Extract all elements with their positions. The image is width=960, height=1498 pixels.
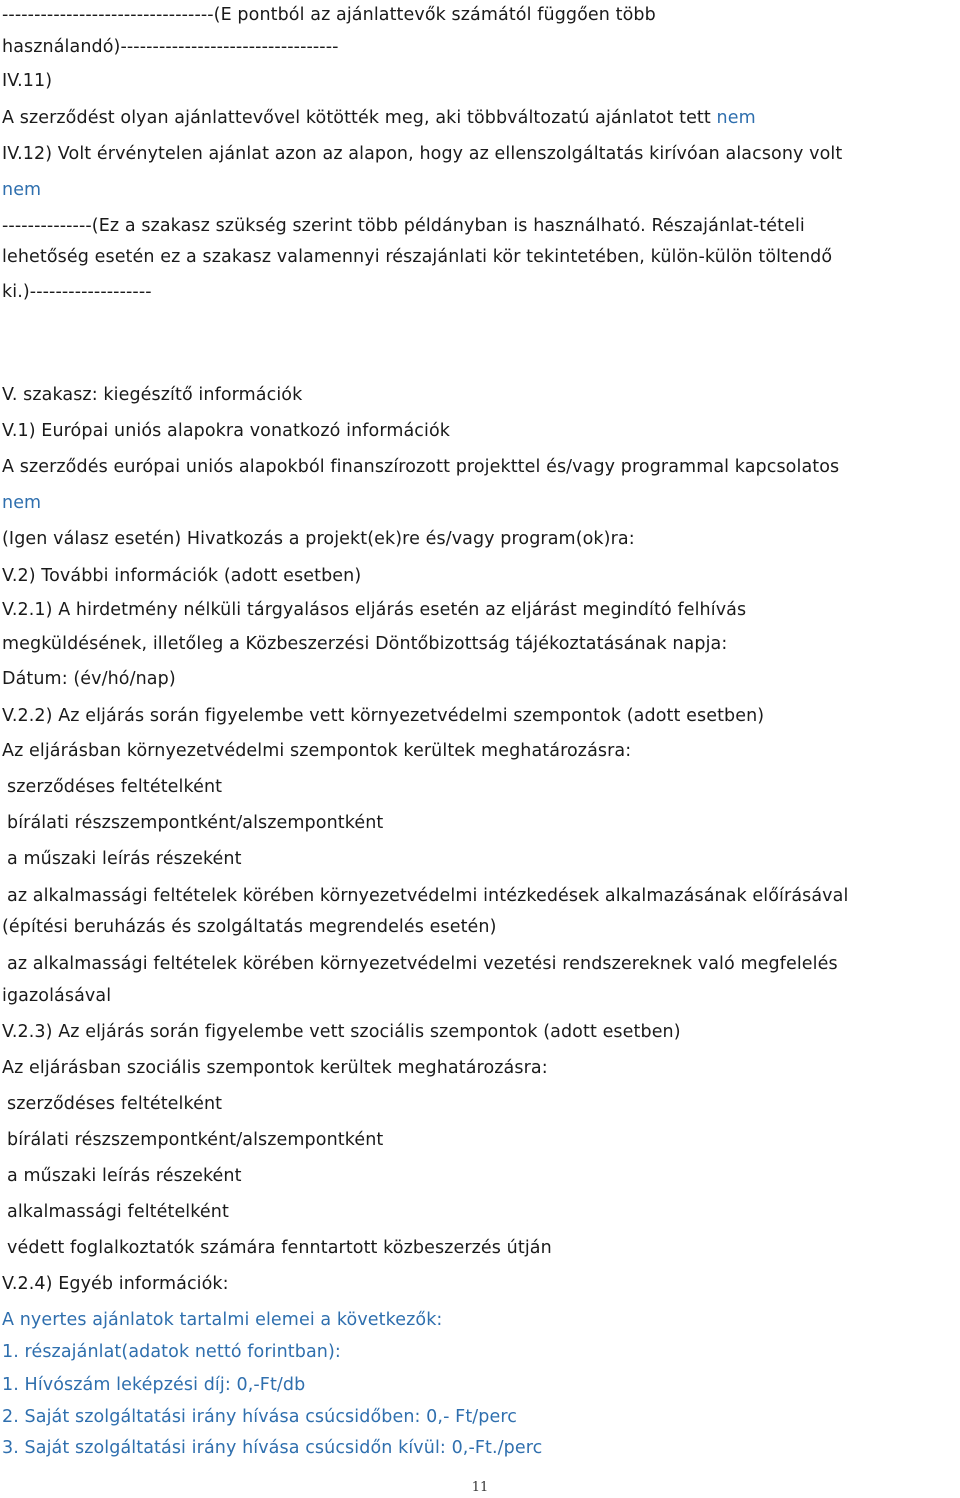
v22-intro: Az eljárásban környezetvédelmi szempontok kerültek meghatározásra: bbox=[2, 741, 632, 761]
v23-item: alkalmassági feltételként bbox=[7, 1202, 229, 1222]
v22-item: az alkalmassági feltételek körében környezetvédelmi vezetési rendszereknek való megfelelés bbox=[7, 954, 838, 974]
iv11-answer: nem bbox=[716, 108, 756, 128]
dashes-intro: ---------------------------------(E pontból az ajánlattevők számától függően több bbox=[2, 5, 656, 25]
v23-item: a műszaki leírás részeként bbox=[7, 1166, 242, 1186]
v1-heading: V.1) Európai uniós alapokra vonatkozó információk bbox=[2, 421, 451, 441]
v22-item-cont: (építési beruházás és szolgáltatás megrendelés esetén) bbox=[2, 917, 497, 937]
v24-line: 1. részajánlat(adatok nettó forintban): bbox=[2, 1342, 341, 1362]
v23-item: szerződéses feltételként bbox=[7, 1094, 223, 1114]
section-iv12-text: IV.12) Volt érvénytelen ajánlat azon az alapon, hogy az ellenszolgáltatás kirívóan alacsony volt bbox=[2, 144, 843, 164]
note-line-3: ki.)------------------- bbox=[2, 282, 152, 302]
v24-line: 1. Hívószám leképzési díj: 0,-Ft/db bbox=[2, 1375, 306, 1395]
v24-line: A nyertes ajánlatok tartalmi elemei a következők: bbox=[2, 1310, 443, 1330]
iv11-question: A szerződést olyan ajánlattevővel kötötték meg, aki többváltozatú ajánlatot tett bbox=[2, 108, 711, 128]
v21-date: Dátum: (év/hó/nap) bbox=[2, 669, 176, 689]
section-iv11-text bbox=[2, 106, 756, 130]
v24-line: 2. Saját szolgáltatási irány hívása csúcsidőben: 0,- Ft/perc bbox=[2, 1407, 517, 1427]
v23-intro: Az eljárásban szociális szempontok kerültek meghatározásra: bbox=[2, 1058, 548, 1078]
note-line-2: lehetőség esetén ez a szakasz valamennyi részajánlati kör tekintetében, külön-külön töltendő bbox=[2, 247, 833, 267]
v22-item: a műszaki leírás részeként bbox=[7, 849, 242, 869]
iv12-answer: nem bbox=[2, 180, 42, 200]
dashes-intro-cont: használandó)---------------------------------- bbox=[2, 37, 339, 57]
v21-line-1: V.2.1) A hirdetmény nélküli tárgyalásos eljárás esetén az eljárást megindító felhívás bbox=[2, 600, 747, 620]
v23-item: bírálati részszempontként/alszempontként bbox=[7, 1130, 384, 1150]
v2-heading: V.2) További információk (adott esetben) bbox=[2, 566, 362, 586]
v22-item: bírálati részszempontként/alszempontként bbox=[7, 813, 384, 833]
v23-heading: V.2.3) Az eljárás során figyelembe vett szociális szempontok (adott esetben) bbox=[2, 1022, 681, 1042]
v22-item: az alkalmassági feltételek körében környezetvédelmi intézkedések alkalmazásának előírásával bbox=[7, 886, 849, 906]
v1-answer: nem bbox=[2, 493, 42, 513]
v22-item: szerződéses feltételként bbox=[7, 777, 223, 797]
v23-item: védett foglalkoztatók számára fenntartott közbeszerzés útján bbox=[7, 1238, 552, 1258]
v21-line-2: megküldésének, illetőleg a Közbeszerzési Döntőbizottság tájékoztatásának napja: bbox=[2, 634, 728, 654]
v22-heading: V.2.2) Az eljárás során figyelembe vett környezetvédelmi szempontok (adott esetben) bbox=[2, 706, 765, 726]
page-number: 11 bbox=[471, 1480, 489, 1495]
v1-reference: (Igen válasz esetén) Hivatkozás a projekt(ek)re és/vagy program(ok)ra: bbox=[2, 529, 635, 549]
v22-item-cont: igazolásával bbox=[2, 986, 112, 1006]
v24-line: 3. Saját szolgáltatási irány hívása csúcsidőn kívül: 0,-Ft./perc bbox=[2, 1438, 543, 1458]
v24-heading: V.2.4) Egyéb információk: bbox=[2, 1274, 229, 1294]
note-line-1: --------------(Ez a szakasz szükség szerint több példányban is használható. Részajánlat-tételi bbox=[2, 216, 805, 236]
v1-text: A szerződés európai uniós alapokból finanszírozott projekttel és/vagy programmal kapcsolatos bbox=[2, 457, 840, 477]
section-iv11-heading: IV.11) bbox=[2, 71, 53, 91]
section-v-heading: V. szakasz: kiegészítő információk bbox=[2, 385, 303, 405]
